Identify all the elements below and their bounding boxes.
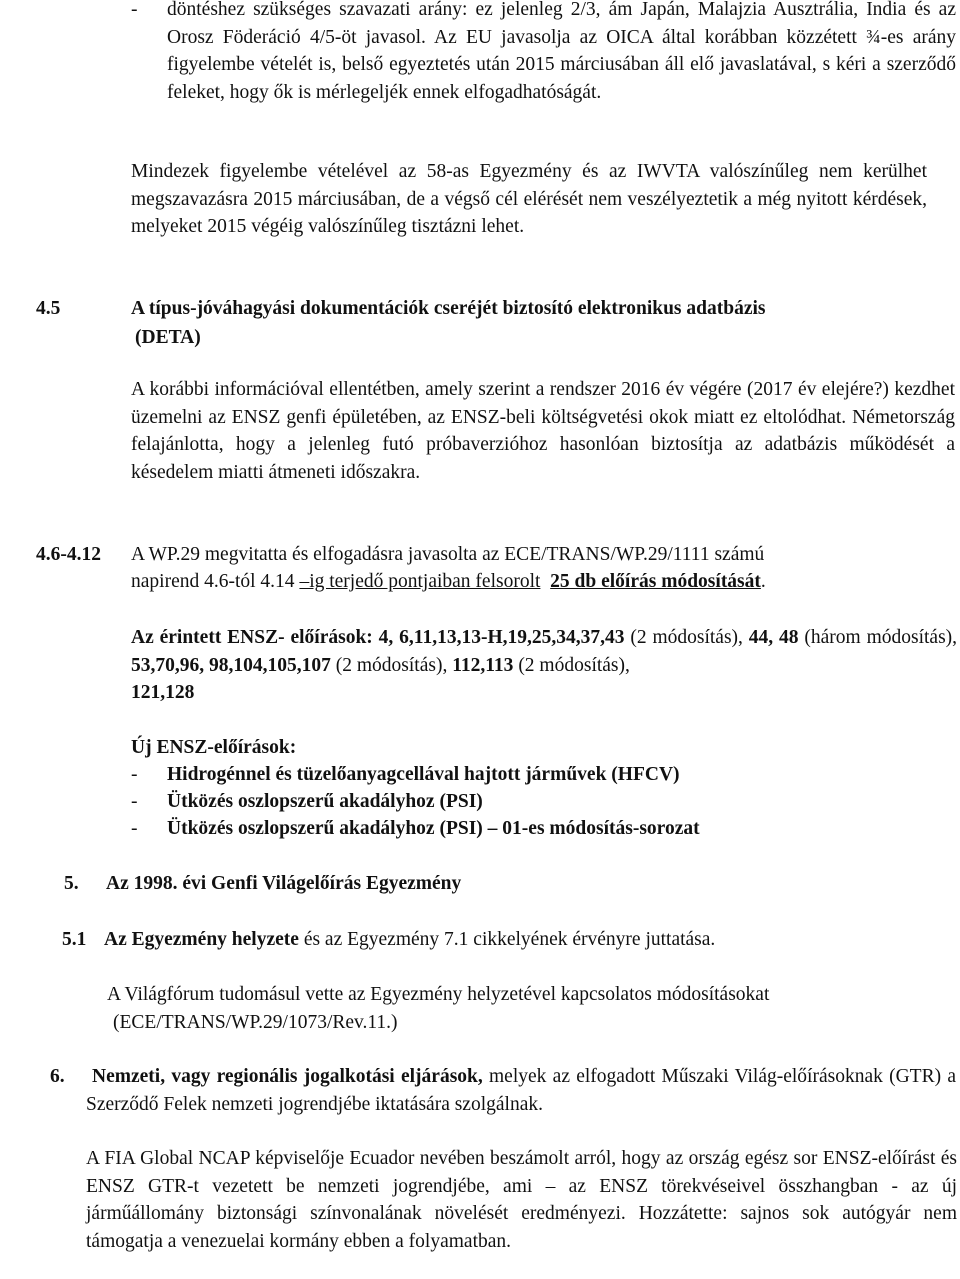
affected-note-4: (2 módosítás), bbox=[513, 654, 630, 676]
section-5-1-body-line1: A Világfórum tudomásul vette az Egyezmény helyzetével kapcsolatos módosításokat bbox=[107, 984, 770, 1005]
intro-bullet bbox=[131, 0, 956, 106]
section-4-6-line2 bbox=[131, 568, 766, 596]
section-title-rest: és az Egyezmény 7.1 cikkelyének érvényre juttatása. bbox=[298, 929, 716, 950]
affected-nums-2: 44, 48 bbox=[748, 627, 799, 648]
affected-regulations bbox=[131, 624, 957, 707]
affected-note-3: (2 módosítás), bbox=[330, 654, 453, 676]
new-regulations-heading: Új ENSZ-előírások: bbox=[131, 737, 297, 758]
list-item-dash: - bbox=[131, 791, 138, 812]
section-title bbox=[104, 926, 715, 954]
affected-nums-3: 53,70,96, 98,104,105,107 bbox=[131, 654, 331, 676]
section-number: 6. bbox=[50, 1066, 65, 1087]
affected-label: Az érintett ENSZ- előírások: bbox=[131, 627, 373, 648]
bullet-dash: - bbox=[131, 0, 138, 20]
spacer bbox=[540, 571, 550, 592]
paragraph-outcome: Mindezek figyelembe vételével az 58-as Egyezmény és az IWVTA valószínűleg nem kerülhet megszavazásra 2015 márciusában, de a végső cél elérését nem veszélyeztetik a még nyitott kérdések, melyeket 2015 végéig valószínűleg tisztázni lehet. bbox=[131, 161, 927, 237]
section-4-5-body: A korábbi információval ellentétben, amely szerint a rendszer 2016 év végére (2017 év elejére?) kezdhet üzemelni az ENSZ genfi épületében, az ENSZ-beli költségvetési okok miatt ez eltolódhat. Németország felajánlotta, hogy a jelenleg futó próbaverzióhoz hasonlóan biztosítja az adatbázis működését a késedelem miatti átmeneti időszakra. bbox=[131, 379, 955, 483]
section-title: Az 1998. évi Genfi Világelőírás Egyezmény bbox=[106, 873, 462, 894]
list-item bbox=[167, 815, 700, 843]
section-title-bold: Az Egyezmény helyzete bbox=[104, 929, 299, 950]
section-4-6-line1: A WP.29 megvitatta és elfogadásra javasolta az ECE/TRANS/WP.29/1111 számú bbox=[131, 544, 765, 565]
section-number: 4.6-4.12 bbox=[36, 544, 101, 565]
section-6-title bbox=[86, 1063, 956, 1118]
section-title: A típus-jóváhagyási dokumentációk cseréjét biztosító elektronikus adatbázis bbox=[131, 298, 766, 319]
section-5-1-body-line2: (ECE/TRANS/WP.29/1073/Rev.11.) bbox=[113, 1012, 398, 1033]
amendment-count: 25 db előírás módosítását bbox=[550, 571, 761, 592]
agenda-range-end: –ig terjedő pontjaiban felsorolt bbox=[299, 571, 541, 592]
agenda-range-start: napirend 4.6-tól 4.14 bbox=[131, 571, 300, 592]
affected-nums-1: 4, 6,11,13,13-H,19,25,34,37,43 bbox=[372, 627, 625, 648]
list-item: Ütközés oszlopszerű akadályhoz (PSI) bbox=[167, 791, 483, 812]
list-item-text: Ütközés oszlopszerű akadályhoz (PSI) bbox=[167, 818, 483, 839]
period: . bbox=[760, 571, 766, 592]
section-number: 5.1 bbox=[62, 929, 87, 950]
section-6-body: A FIA Global NCAP képviselője Ecuador nevében beszámolt arról, hogy az ország egész sor ENSZ-előírást és ENSZ GTR-t vezetett be nemzeti jogrendjébe, ami – az ENSZ törekvéseivel összhangban - az új járműállomány biztonsági színvonalának növelését eredményezi. Hozzátette: sajnos sok autógyár nem támogatja a venezuelai kormány ebben a folyamatban. bbox=[86, 1148, 957, 1252]
list-item-dash: - bbox=[131, 818, 138, 839]
affected-note-2: (három módosítás), bbox=[798, 627, 958, 648]
section-number: 5. bbox=[64, 873, 79, 894]
list-item-suffix: – 01-es módosítás-sorozat bbox=[482, 818, 700, 839]
section-number: 4.5 bbox=[36, 298, 61, 319]
list-item-dash: - bbox=[131, 764, 138, 785]
affected-nums-4: 112,113 bbox=[452, 654, 514, 676]
section-title-rest: melyek az elfogadott Műszaki Világ-előírásoknak (GTR) a Szerződő Felek nemzeti jogrendjébe iktatására szolgálnak. bbox=[86, 1066, 956, 1115]
affected-note-1: (2 módosítás), bbox=[624, 627, 749, 648]
list-item: Hidrogénnel és tüzelőanyagcellával hajtott járművek (HFCV) bbox=[167, 764, 680, 785]
section-title-cont: (DETA) bbox=[135, 327, 201, 348]
affected-nums-5: 121,128 bbox=[131, 682, 195, 703]
intro-bullet-text: döntéshez szükséges szavazati arány: ez jelenleg 2/3, ám Japán, Malajzia Ausztrália, India és az Orosz Föderáció 4/5-öt javasol. Az EU javasolja az OICA által korábban közzétett ¾-es arány figyelembe vételét is, belső egyeztetés után 2015 márciusában áll elő javaslatával, s kéri a szerződő feleket, hogy ők is mérlegeljék ennek elfogadhatóságát. bbox=[167, 0, 956, 103]
section-title-bold: Nemzeti, vagy regionális jogalkotási eljárások, bbox=[92, 1066, 483, 1087]
